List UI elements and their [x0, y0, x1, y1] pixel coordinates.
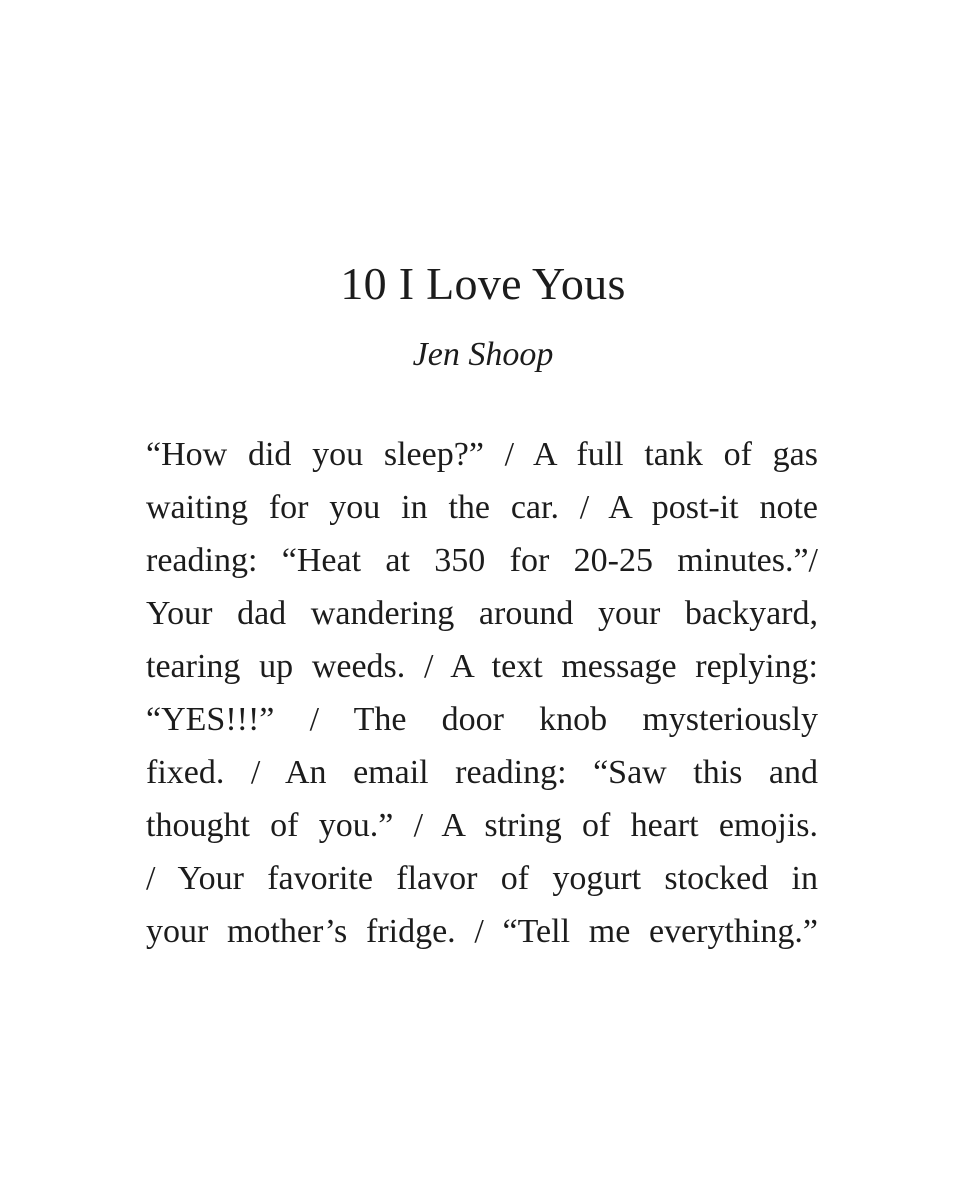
poem-line: Your dad wandering around your backyard,	[146, 595, 818, 632]
poem-line: thought of you.” / A string of heart emojis.	[146, 807, 818, 844]
poem-line: “YES!!!” / The door knob mysteriously	[146, 701, 818, 738]
poem-body	[146, 428, 818, 958]
poem-line: “How did you sleep?” / A full tank of gas	[146, 436, 818, 473]
poem-line: reading: “Heat at 350 for 20-25 minutes.”/	[146, 542, 818, 579]
poem-line: / Your favorite flavor of yogurt stocked in	[146, 860, 818, 897]
poem-line: fixed. / An email reading: “Saw this and	[146, 754, 818, 791]
poem-line: your mother’s fridge. / “Tell me everything.”	[146, 913, 818, 950]
poem-line: waiting for you in the car. / A post-it note	[146, 489, 818, 526]
poem-author: Jen Shoop	[412, 336, 554, 373]
poem-title: 10 I Love Yous	[340, 258, 626, 309]
poem-line: tearing up weeds. / A text message replying:	[146, 648, 818, 685]
